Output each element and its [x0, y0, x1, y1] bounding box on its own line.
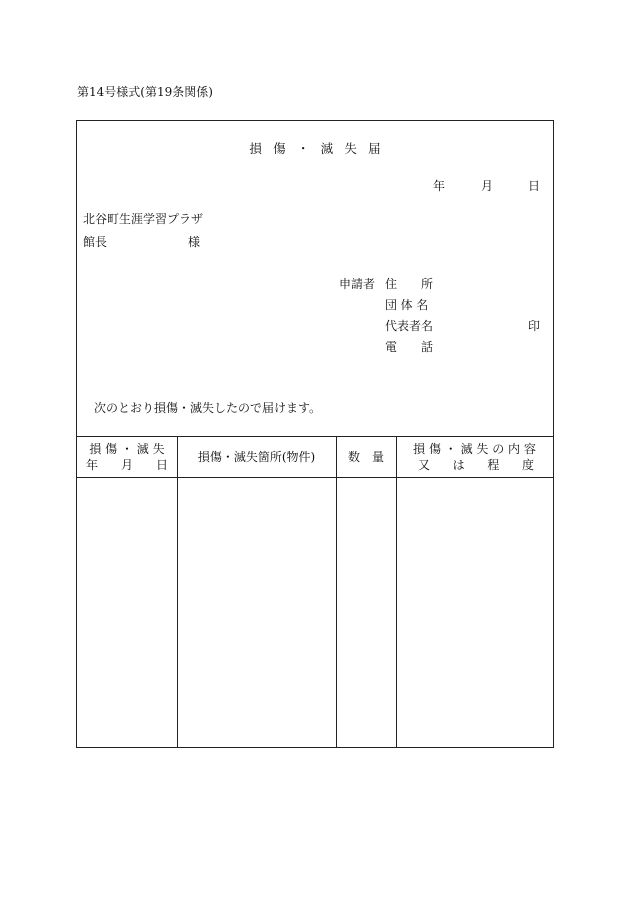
date-month-label: 月: [481, 179, 494, 193]
form-title: 損傷・滅失届: [249, 141, 392, 156]
applicant-label: 申請者: [339, 277, 376, 291]
cell-date-entry[interactable]: [78, 479, 176, 747]
addressee-title: 館長: [83, 235, 108, 249]
applicant-address-label: 住 所: [385, 277, 434, 291]
header-extent-c: 程: [487, 458, 500, 472]
header-year: 年: [86, 458, 99, 472]
header-day: 日: [155, 458, 168, 472]
header-month: 月: [120, 458, 133, 472]
date-year-label: 年: [433, 179, 446, 193]
statement-text: 次のとおり損傷・滅失したので届けます。: [94, 401, 322, 415]
table-top-rule: [77, 436, 553, 437]
header-extent-b: は: [452, 458, 465, 472]
cell-content-entry[interactable]: [397, 479, 552, 747]
header-location: 損傷・滅失箇所(物件): [197, 450, 316, 464]
table-header-rule: [77, 477, 553, 478]
form-number: 第14号様式(第19条関係): [77, 85, 213, 99]
header-content: 損 傷 ・ 滅 失 の 内 容: [413, 442, 536, 456]
form-frame: [76, 120, 554, 748]
header-damage-loss: 損 傷 ・ 滅 失: [89, 442, 165, 456]
seal-mark: 印: [528, 319, 541, 333]
applicant-phone-label: 電 話: [385, 340, 434, 354]
cell-location-entry[interactable]: [178, 479, 335, 747]
header-extent-a: 又: [418, 458, 431, 472]
header-date-row: [86, 459, 168, 471]
header-quantity: 数 量: [347, 450, 384, 464]
header-extent-row: [418, 459, 534, 471]
applicant-representative-label: 代表者名: [385, 319, 434, 333]
addressee-honorific: 様: [188, 235, 201, 249]
date-day-label: 日: [528, 179, 541, 193]
cell-quantity-entry[interactable]: [337, 479, 395, 747]
applicant-group-label: 団体名: [385, 298, 432, 312]
header-extent-d: 度: [521, 458, 534, 472]
addressee-facility: 北谷町生涯学習プラザ: [83, 212, 204, 226]
